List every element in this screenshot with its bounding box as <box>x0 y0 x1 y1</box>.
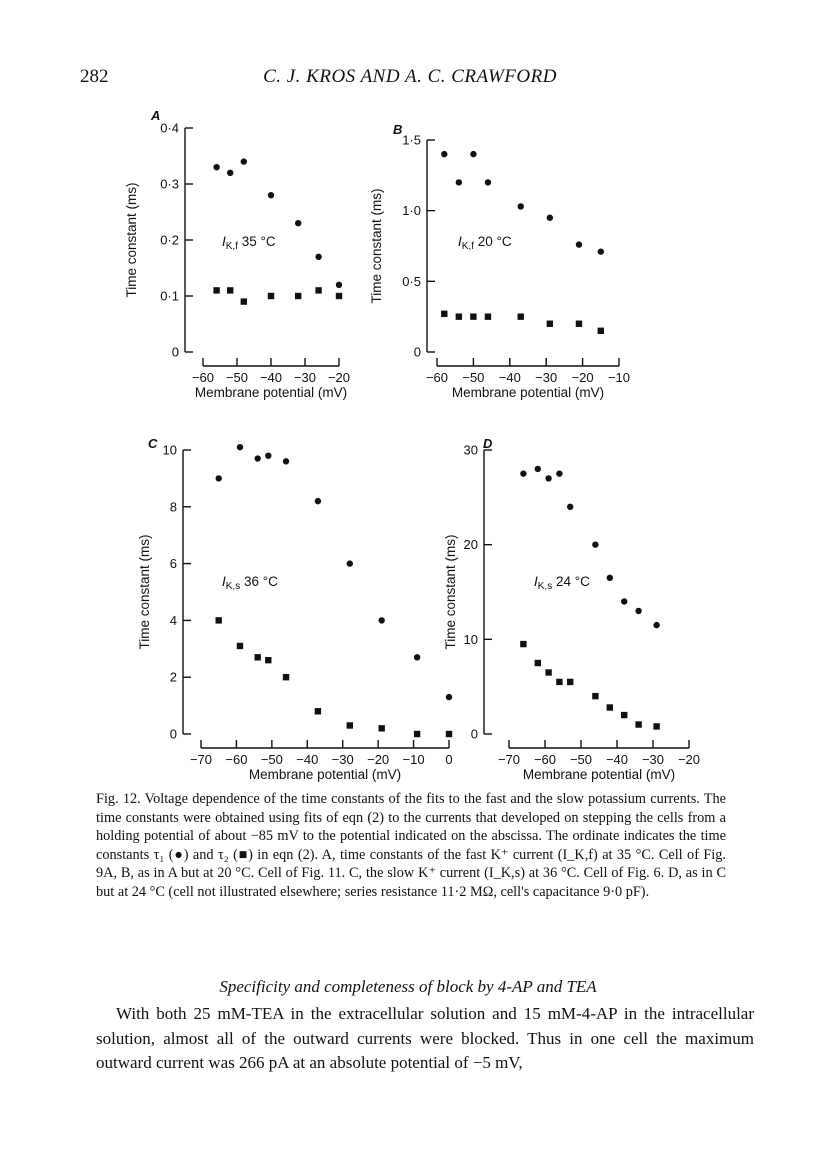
data-point-square <box>592 693 598 699</box>
data-point-square <box>265 657 271 663</box>
y-axis-label: Time constant (ms) <box>369 188 384 304</box>
data-point-circle <box>535 466 541 472</box>
x-tick-label: −20 <box>327 370 351 385</box>
y-tick-label: 0·5 <box>402 273 421 289</box>
x-tick-label: −30 <box>641 752 665 767</box>
data-point-circle <box>265 452 271 458</box>
x-tick-label: −10 <box>607 370 631 385</box>
annotation-rest: 36 °C <box>240 574 278 589</box>
data-point-circle <box>598 248 604 254</box>
data-point-square <box>520 641 526 647</box>
data-point-square <box>268 293 274 299</box>
data-point-circle <box>456 179 462 185</box>
data-point-circle <box>336 282 342 288</box>
data-point-circle <box>556 470 562 476</box>
data-point-square <box>518 313 524 319</box>
data-point-square <box>545 669 551 675</box>
data-point-square <box>598 328 604 334</box>
data-point-circle <box>237 444 243 450</box>
x-tick-label: −40 <box>605 752 629 767</box>
data-point-circle <box>520 470 526 476</box>
y-tick-label: 6 <box>169 556 177 572</box>
panel-label: D <box>483 436 493 451</box>
y-tick-label: 4 <box>169 612 177 628</box>
y-tick-label: 0 <box>470 726 478 742</box>
data-point-square <box>485 313 491 319</box>
x-tick-label: −50 <box>225 370 249 385</box>
y-tick-label: 0 <box>171 344 179 360</box>
x-tick-label: −60 <box>191 370 215 385</box>
data-point-circle <box>414 654 420 660</box>
data-point-square <box>336 293 342 299</box>
data-point-circle <box>254 455 260 461</box>
data-point-circle <box>268 192 274 198</box>
data-point-circle <box>347 560 353 566</box>
annotation-sub: K,s <box>225 581 241 592</box>
data-point-circle <box>576 241 582 247</box>
x-tick-label: −30 <box>535 370 558 385</box>
y-tick-label: 0·2 <box>160 232 179 248</box>
x-tick-label: −40 <box>498 370 521 385</box>
x-tick-label: −50 <box>260 752 283 767</box>
annotation-sub: K,f <box>225 241 238 252</box>
y-axis-label: Time constant (ms) <box>443 534 458 650</box>
data-point-square <box>227 287 233 293</box>
data-point-square <box>547 321 553 327</box>
y-tick-label: 20 <box>463 537 478 553</box>
annotation-main: I <box>534 574 538 589</box>
data-point-square <box>347 722 353 728</box>
running-head: C. J. KROS AND A. C. CRAWFORD <box>263 66 557 87</box>
data-point-circle <box>607 575 613 581</box>
annotation-rest: 24 °C <box>552 574 590 589</box>
x-tick-label: −30 <box>293 370 317 385</box>
x-tick-label: 0 <box>445 752 453 767</box>
data-point-circle <box>227 170 233 176</box>
y-tick-label: 8 <box>169 499 177 515</box>
data-point-circle <box>567 504 573 510</box>
data-point-square <box>456 313 462 319</box>
panel-d <box>443 436 700 782</box>
data-point-square <box>635 721 641 727</box>
panel-b <box>369 122 630 400</box>
data-point-square <box>576 321 582 327</box>
y-tick-label: 0 <box>169 726 177 742</box>
y-tick-label: 1·0 <box>402 203 421 219</box>
section-title: Specificity and completeness of block by 4-AP and TEA <box>219 977 597 996</box>
data-point-square <box>414 731 420 737</box>
x-axis-label: Membrane potential (mV) <box>522 767 676 782</box>
data-point-circle <box>441 151 447 157</box>
x-tick-label: −60 <box>225 752 248 767</box>
y-tick-label: 30 <box>463 442 478 458</box>
annotation-main: I <box>222 574 226 589</box>
x-tick-label: −30 <box>331 752 354 767</box>
x-tick-label: −70 <box>497 752 521 767</box>
x-tick-label: −50 <box>462 370 485 385</box>
data-point-circle <box>547 215 553 221</box>
panel-c <box>137 436 453 782</box>
data-point-square <box>315 708 321 714</box>
data-point-square <box>535 660 541 666</box>
data-point-square <box>216 617 222 623</box>
x-tick-label: −20 <box>367 752 390 767</box>
data-point-square <box>567 679 573 685</box>
data-point-circle <box>592 541 598 547</box>
page-number: 282 <box>80 66 109 87</box>
data-point-circle <box>470 151 476 157</box>
data-point-square <box>470 313 476 319</box>
data-point-square <box>237 643 243 649</box>
y-tick-label: 0·1 <box>160 288 179 304</box>
y-tick-label: 0·4 <box>160 120 179 136</box>
x-tick-label: −40 <box>259 370 283 385</box>
data-point-circle <box>216 475 222 481</box>
x-tick-label: −70 <box>189 752 213 767</box>
data-point-circle <box>485 179 491 185</box>
x-axis-label: Membrane potential (mV) <box>248 767 402 782</box>
data-point-square <box>315 287 321 293</box>
data-point-square <box>621 712 627 718</box>
data-point-square <box>295 293 301 299</box>
annotation-main: I <box>458 234 462 249</box>
x-axis-label: Membrane potential (mV) <box>451 385 605 400</box>
data-point-circle <box>446 694 452 700</box>
data-point-square <box>241 298 247 304</box>
x-tick-label: −20 <box>677 752 701 767</box>
data-point-square <box>446 731 452 737</box>
annotation-rest: 35 °C <box>238 234 276 249</box>
y-axis-label: Time constant (ms) <box>124 182 139 298</box>
data-point-circle <box>295 220 301 226</box>
y-tick-label: 0·3 <box>160 176 179 192</box>
panel-annotation <box>534 574 590 592</box>
data-point-circle <box>518 203 524 209</box>
annotation-rest: 20 °C <box>474 234 512 249</box>
panel-annotation <box>458 234 512 252</box>
data-point-circle <box>635 608 641 614</box>
x-tick-label: −50 <box>569 752 593 767</box>
data-point-circle <box>653 622 659 628</box>
data-point-circle <box>315 498 321 504</box>
y-tick-label: 10 <box>162 442 177 458</box>
data-point-circle <box>378 617 384 623</box>
x-axis-label: Membrane potential (mV) <box>194 385 348 400</box>
data-point-circle <box>283 458 289 464</box>
data-point-circle <box>545 475 551 481</box>
data-point-circle <box>315 254 321 260</box>
panel-label: C <box>148 436 158 451</box>
annotation-main: I <box>222 234 226 249</box>
data-point-circle <box>241 158 247 164</box>
annotation-sub: K,f <box>461 241 474 252</box>
data-point-square <box>556 679 562 685</box>
y-tick-label: 2 <box>169 669 177 685</box>
data-point-square <box>283 674 289 680</box>
data-point-circle <box>213 164 219 170</box>
panel-annotation <box>222 574 278 592</box>
x-tick-label: −10 <box>402 752 425 767</box>
panel-label: A <box>151 108 161 123</box>
x-tick-label: −60 <box>425 370 449 385</box>
data-point-square <box>441 311 447 317</box>
data-point-square <box>378 725 384 731</box>
data-point-square <box>653 723 659 729</box>
y-axis-label: Time constant (ms) <box>137 534 152 650</box>
body-paragraph: With both 25 mM-TEA in the extracellular solution and 15 mM-4-AP in the intracellular solution, almost all of the outward currents were blocked. Thus in one cell the maximum outward current was 266 pA at an absolute potential of −5 mV, <box>96 1004 754 1072</box>
x-tick-label: −20 <box>571 370 594 385</box>
y-tick-label: 1·5 <box>402 132 421 148</box>
panel-a <box>124 108 350 400</box>
panel-label: B <box>393 122 403 137</box>
x-tick-label: −60 <box>533 752 557 767</box>
x-tick-label: −40 <box>296 752 319 767</box>
figure-caption: Fig. 12. Voltage dependence of the time constants of the fits to the fast and the slow potassium currents. The time constants were obtained using fits of eqn (2) to the currents that developed on stepping the cells from a holding potential of about −85 mV to the potential indicated on the abscissa. The ordinate indicates the time constants τ₁ (●) and τ₂ (■) in eqn (2). A, time constants of the fast K⁺ current (I_K,f) at 35 °C. Cell of Fig. 9A, B, as in A but at 20 °C. Cell of Fig. 11. C, the slow K⁺ current (I_K,s) at 36 °C. Cell of Fig. 6. D, as in C but at 24 °C (cell not illustrated elsewhere; series resistance 11·2 MΩ, cell's capacitance 9·0 pF). <box>96 791 726 900</box>
data-point-square <box>607 704 613 710</box>
annotation-sub: K,s <box>537 581 553 592</box>
data-point-circle <box>621 598 627 604</box>
data-point-square <box>213 287 219 293</box>
data-point-square <box>254 654 260 660</box>
panel-annotation <box>222 234 276 252</box>
y-tick-label: 0 <box>413 344 421 360</box>
y-tick-label: 10 <box>463 631 478 647</box>
